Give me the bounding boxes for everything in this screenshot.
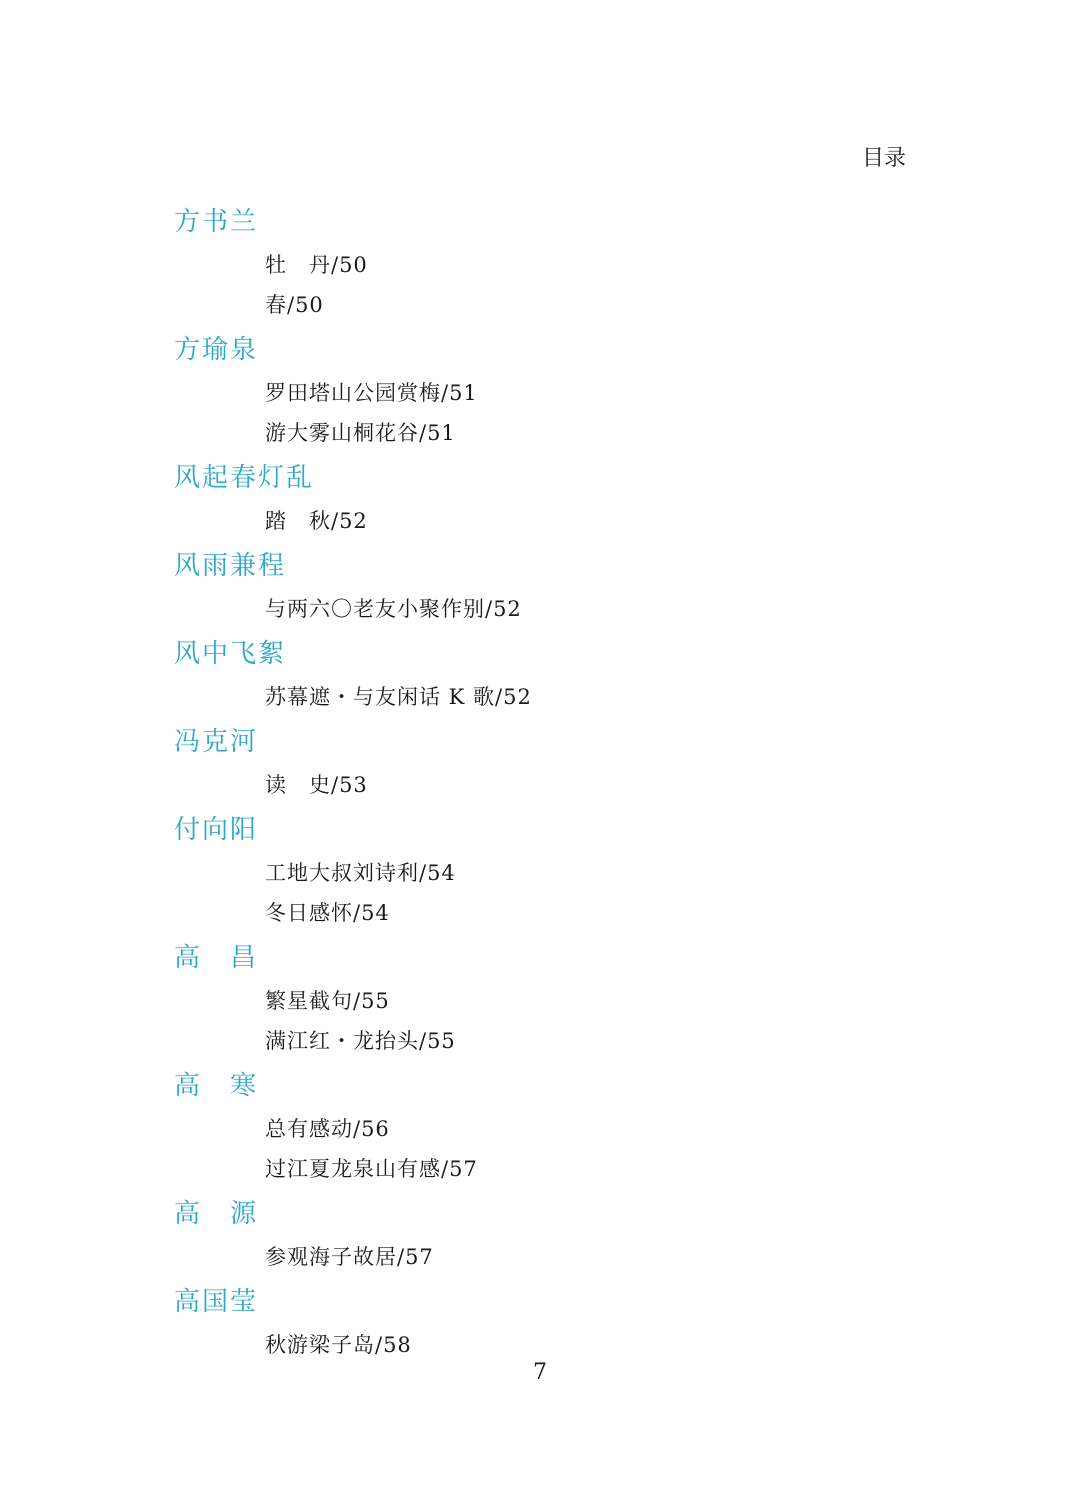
toc-entry: 与两六〇老友小聚作别/52 <box>265 597 522 621</box>
page-number: 7 <box>533 1360 547 1385</box>
toc-entry: 冬日感怀/54 <box>265 901 390 925</box>
toc-author: 高 源 <box>174 1199 259 1229</box>
toc-entry: 春/50 <box>265 293 324 317</box>
toc-entry: 繁星截句/55 <box>265 989 390 1013</box>
toc-entry: 参观海子故居/57 <box>265 1245 434 1269</box>
table-of-contents <box>174 202 934 1365</box>
toc-author: 方瑜泉 <box>174 335 259 365</box>
toc-author: 高 昌 <box>174 943 259 973</box>
toc-entry: 秋游梁子岛/58 <box>265 1333 412 1357</box>
toc-entry: 罗田塔山公园赏梅/51 <box>265 381 478 405</box>
running-header: 目录 <box>862 146 907 171</box>
toc-entry: 工地大叔刘诗利/54 <box>265 861 456 885</box>
toc-entry: 苏幕遮・与友闲话 K 歌/52 <box>265 685 532 709</box>
toc-author: 风中飞絮 <box>174 639 287 669</box>
toc-author: 冯克河 <box>174 727 259 757</box>
toc-entry: 读 史/53 <box>265 773 368 797</box>
toc-entry: 过江夏龙泉山有感/57 <box>265 1157 478 1181</box>
toc-author: 高国莹 <box>174 1287 259 1317</box>
toc-entry: 总有感动/56 <box>265 1117 390 1141</box>
toc-entry: 游大雾山桐花谷/51 <box>265 421 456 445</box>
toc-author: 付向阳 <box>174 815 259 845</box>
toc-entry: 牡 丹/50 <box>265 253 368 277</box>
toc-author: 高 寒 <box>174 1071 259 1101</box>
toc-author: 方书兰 <box>174 207 259 237</box>
toc-author: 风雨兼程 <box>174 551 287 581</box>
toc-author: 风起春灯乱 <box>174 463 315 493</box>
toc-entry: 满江红・龙抬头/55 <box>265 1029 456 1053</box>
toc-entry: 踏 秋/52 <box>265 509 368 533</box>
